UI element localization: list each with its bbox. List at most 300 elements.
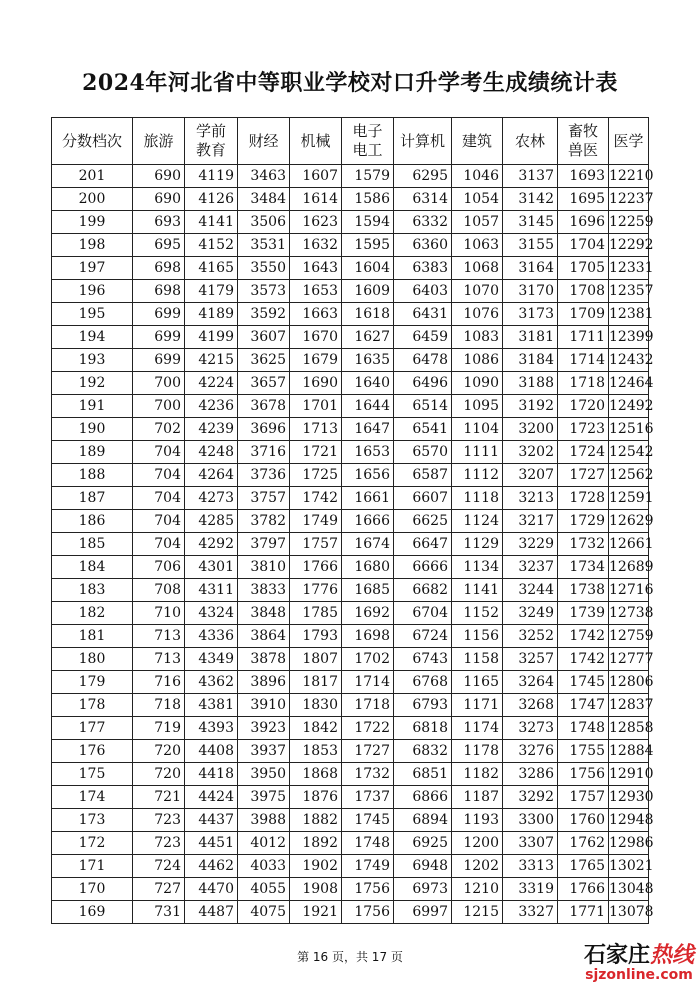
count-cell: 1685 — [342, 579, 394, 602]
count-cell: 1742 — [558, 625, 609, 648]
page-title: 2024年河北省中等职业学校对口升学考生成绩统计表 — [82, 70, 618, 96]
count-cell: 4199 — [185, 326, 238, 349]
count-cell: 3213 — [503, 487, 558, 510]
count-cell: 723 — [133, 809, 185, 832]
score-cell: 185 — [52, 533, 133, 556]
table-body — [52, 165, 654, 924]
table-row — [52, 280, 649, 303]
count-cell: 1762 — [558, 832, 609, 855]
count-cell: 4264 — [185, 464, 238, 487]
table-row — [52, 671, 649, 694]
count-cell: 1721 — [290, 441, 342, 464]
count-cell: 3810 — [238, 556, 290, 579]
count-cell: 1202 — [452, 855, 503, 878]
count-cell: 6925 — [394, 832, 452, 855]
count-cell: 1739 — [558, 602, 609, 625]
count-cell: 1868 — [290, 763, 342, 786]
count-cell: 1095 — [452, 395, 503, 418]
count-cell: 4393 — [185, 717, 238, 740]
score-cell: 201 — [52, 165, 133, 188]
count-cell: 1766 — [558, 878, 609, 901]
count-cell: 1830 — [290, 694, 342, 717]
table-row — [52, 809, 649, 832]
count-cell: 1215 — [452, 901, 503, 924]
count-cell: 3319 — [503, 878, 558, 901]
count-cell: 1771 — [558, 901, 609, 924]
count-cell: 13048 — [609, 878, 649, 901]
count-cell: 1656 — [342, 464, 394, 487]
count-cell: 1187 — [452, 786, 503, 809]
count-cell: 1623 — [290, 211, 342, 234]
count-cell: 1178 — [452, 740, 503, 763]
table-row — [52, 464, 649, 487]
count-cell: 12259 — [609, 211, 649, 234]
logo-url: sjzonline.com — [585, 967, 693, 983]
count-cell: 1090 — [452, 372, 503, 395]
count-cell: 1720 — [558, 395, 609, 418]
count-cell: 12399 — [609, 326, 649, 349]
count-cell: 1653 — [342, 441, 394, 464]
count-cell: 1723 — [558, 418, 609, 441]
count-cell: 690 — [133, 165, 185, 188]
count-cell: 1046 — [452, 165, 503, 188]
count-cell: 1653 — [290, 280, 342, 303]
count-cell: 3145 — [503, 211, 558, 234]
count-cell: 12516 — [609, 418, 649, 441]
count-cell: 1156 — [452, 625, 503, 648]
count-cell: 3170 — [503, 280, 558, 303]
table-row — [52, 533, 649, 556]
table-row — [52, 303, 649, 326]
score-table — [51, 117, 654, 924]
count-cell: 3142 — [503, 188, 558, 211]
count-cell: 3910 — [238, 694, 290, 717]
count-cell: 6570 — [394, 441, 452, 464]
count-cell: 3531 — [238, 234, 290, 257]
count-cell: 1193 — [452, 809, 503, 832]
count-cell: 3736 — [238, 464, 290, 487]
count-cell: 713 — [133, 625, 185, 648]
count-cell: 13021 — [609, 855, 649, 878]
count-cell: 1729 — [558, 510, 609, 533]
score-cell: 169 — [52, 901, 133, 924]
count-cell: 3181 — [503, 326, 558, 349]
count-cell: 12910 — [609, 763, 649, 786]
count-cell: 3137 — [503, 165, 558, 188]
count-cell: 6541 — [394, 418, 452, 441]
count-cell: 4408 — [185, 740, 238, 763]
score-cell: 172 — [52, 832, 133, 855]
table-row — [52, 418, 649, 441]
count-cell: 3237 — [503, 556, 558, 579]
count-cell: 12716 — [609, 579, 649, 602]
count-cell: 3592 — [238, 303, 290, 326]
count-cell: 4012 — [238, 832, 290, 855]
count-cell: 699 — [133, 303, 185, 326]
count-cell: 1152 — [452, 602, 503, 625]
count-cell: 12806 — [609, 671, 649, 694]
count-cell: 1083 — [452, 326, 503, 349]
count-cell: 1070 — [452, 280, 503, 303]
table-row — [52, 717, 649, 740]
count-cell: 1718 — [342, 694, 394, 717]
score-cell: 180 — [52, 648, 133, 671]
count-cell: 1068 — [452, 257, 503, 280]
count-cell: 1725 — [290, 464, 342, 487]
count-cell: 710 — [133, 602, 185, 625]
count-cell: 12777 — [609, 648, 649, 671]
count-cell: 1745 — [342, 809, 394, 832]
count-cell: 4349 — [185, 648, 238, 671]
count-cell: 1134 — [452, 556, 503, 579]
count-cell: 1614 — [290, 188, 342, 211]
count-cell: 1727 — [342, 740, 394, 763]
count-cell: 12930 — [609, 786, 649, 809]
count-cell: 3923 — [238, 717, 290, 740]
table-row — [52, 234, 649, 257]
table-row — [52, 901, 649, 924]
count-cell: 4451 — [185, 832, 238, 855]
count-cell: 3217 — [503, 510, 558, 533]
count-cell: 1842 — [290, 717, 342, 740]
count-cell: 1129 — [452, 533, 503, 556]
count-cell: 6666 — [394, 556, 452, 579]
count-cell: 693 — [133, 211, 185, 234]
count-cell: 1698 — [342, 625, 394, 648]
count-cell: 4239 — [185, 418, 238, 441]
count-cell: 1118 — [452, 487, 503, 510]
count-cell: 6514 — [394, 395, 452, 418]
count-cell: 4381 — [185, 694, 238, 717]
count-cell: 1604 — [342, 257, 394, 280]
count-cell: 1663 — [290, 303, 342, 326]
count-cell: 1695 — [558, 188, 609, 211]
score-cell: 198 — [52, 234, 133, 257]
table-row — [52, 648, 649, 671]
count-cell: 3833 — [238, 579, 290, 602]
count-cell: 3276 — [503, 740, 558, 763]
count-cell: 713 — [133, 648, 185, 671]
table-row — [52, 694, 649, 717]
count-cell: 12542 — [609, 441, 649, 464]
count-cell: 12210 — [609, 165, 649, 188]
count-cell: 12738 — [609, 602, 649, 625]
count-cell: 704 — [133, 533, 185, 556]
table-row — [52, 326, 649, 349]
count-cell: 6607 — [394, 487, 452, 510]
table-row — [52, 786, 649, 809]
count-cell: 6851 — [394, 763, 452, 786]
count-cell: 12381 — [609, 303, 649, 326]
count-cell: 1853 — [290, 740, 342, 763]
count-cell: 1670 — [290, 326, 342, 349]
count-cell: 1618 — [342, 303, 394, 326]
count-cell: 1742 — [558, 648, 609, 671]
count-cell: 3327 — [503, 901, 558, 924]
count-cell: 3975 — [238, 786, 290, 809]
count-cell: 1086 — [452, 349, 503, 372]
count-cell: 704 — [133, 441, 185, 464]
count-cell: 3164 — [503, 257, 558, 280]
count-cell: 12948 — [609, 809, 649, 832]
count-cell: 698 — [133, 257, 185, 280]
count-cell: 3988 — [238, 809, 290, 832]
count-cell: 1745 — [558, 671, 609, 694]
count-cell: 1708 — [558, 280, 609, 303]
column-header: 电子 电工 — [342, 118, 394, 165]
count-cell: 4470 — [185, 878, 238, 901]
count-cell: 1757 — [290, 533, 342, 556]
count-cell: 1817 — [290, 671, 342, 694]
count-cell: 1713 — [290, 418, 342, 441]
count-cell: 3506 — [238, 211, 290, 234]
count-cell: 1785 — [290, 602, 342, 625]
count-cell: 12464 — [609, 372, 649, 395]
count-cell: 6793 — [394, 694, 452, 717]
column-header: 建筑 — [452, 118, 503, 165]
count-cell: 6625 — [394, 510, 452, 533]
count-cell: 727 — [133, 878, 185, 901]
count-cell: 1902 — [290, 855, 342, 878]
count-cell: 1756 — [342, 878, 394, 901]
table-row — [52, 832, 649, 855]
count-cell: 4119 — [185, 165, 238, 188]
count-cell: 1693 — [558, 165, 609, 188]
table-row — [52, 855, 649, 878]
count-cell: 1709 — [558, 303, 609, 326]
count-cell: 6743 — [394, 648, 452, 671]
count-cell: 704 — [133, 487, 185, 510]
count-cell: 6997 — [394, 901, 452, 924]
count-cell: 3173 — [503, 303, 558, 326]
count-cell: 4418 — [185, 763, 238, 786]
count-cell: 12858 — [609, 717, 649, 740]
table-row — [52, 602, 649, 625]
count-cell: 3607 — [238, 326, 290, 349]
count-cell: 6768 — [394, 671, 452, 694]
table-row — [52, 579, 649, 602]
count-cell: 1674 — [342, 533, 394, 556]
count-cell: 704 — [133, 464, 185, 487]
score-cell: 170 — [52, 878, 133, 901]
table-row — [52, 211, 649, 234]
score-cell: 183 — [52, 579, 133, 602]
count-cell: 12759 — [609, 625, 649, 648]
score-cell: 173 — [52, 809, 133, 832]
score-cell: 182 — [52, 602, 133, 625]
count-cell: 3678 — [238, 395, 290, 418]
score-cell: 179 — [52, 671, 133, 694]
count-cell: 3307 — [503, 832, 558, 855]
count-cell: 3484 — [238, 188, 290, 211]
count-cell: 1704 — [558, 234, 609, 257]
count-cell: 1892 — [290, 832, 342, 855]
count-cell: 1742 — [290, 487, 342, 510]
count-cell: 716 — [133, 671, 185, 694]
score-cell: 175 — [52, 763, 133, 786]
count-cell: 1679 — [290, 349, 342, 372]
count-cell: 1666 — [342, 510, 394, 533]
score-cell: 177 — [52, 717, 133, 740]
count-cell: 1586 — [342, 188, 394, 211]
count-cell: 4324 — [185, 602, 238, 625]
count-cell: 1644 — [342, 395, 394, 418]
count-cell: 3264 — [503, 671, 558, 694]
count-cell: 12432 — [609, 349, 649, 372]
count-cell: 3192 — [503, 395, 558, 418]
count-cell: 4033 — [238, 855, 290, 878]
score-cell: 174 — [52, 786, 133, 809]
count-cell: 6496 — [394, 372, 452, 395]
count-cell: 1210 — [452, 878, 503, 901]
column-header: 分数档次 — [52, 118, 133, 165]
count-cell: 1755 — [558, 740, 609, 763]
count-cell: 4189 — [185, 303, 238, 326]
score-cell: 184 — [52, 556, 133, 579]
score-cell: 196 — [52, 280, 133, 303]
table-row — [52, 372, 649, 395]
count-cell: 12837 — [609, 694, 649, 717]
count-cell: 1680 — [342, 556, 394, 579]
score-cell: 187 — [52, 487, 133, 510]
count-cell: 4126 — [185, 188, 238, 211]
count-cell: 1627 — [342, 326, 394, 349]
count-cell: 4273 — [185, 487, 238, 510]
score-cell: 176 — [52, 740, 133, 763]
count-cell: 3184 — [503, 349, 558, 372]
count-cell: 3550 — [238, 257, 290, 280]
count-cell: 1756 — [558, 763, 609, 786]
count-cell: 1141 — [452, 579, 503, 602]
count-cell: 700 — [133, 372, 185, 395]
count-cell: 4224 — [185, 372, 238, 395]
count-cell: 12292 — [609, 234, 649, 257]
count-cell: 12689 — [609, 556, 649, 579]
count-cell: 3155 — [503, 234, 558, 257]
count-cell: 3268 — [503, 694, 558, 717]
count-cell: 4215 — [185, 349, 238, 372]
count-cell: 4248 — [185, 441, 238, 464]
count-cell: 3797 — [238, 533, 290, 556]
table-row — [52, 763, 649, 786]
count-cell: 4462 — [185, 855, 238, 878]
count-cell: 724 — [133, 855, 185, 878]
count-cell: 1696 — [558, 211, 609, 234]
count-cell: 1171 — [452, 694, 503, 717]
table-row — [52, 556, 649, 579]
table-header-row — [52, 118, 649, 165]
count-cell: 4437 — [185, 809, 238, 832]
column-header: 财经 — [238, 118, 290, 165]
count-cell: 6832 — [394, 740, 452, 763]
count-cell: 3286 — [503, 763, 558, 786]
count-cell: 3896 — [238, 671, 290, 694]
count-cell: 12591 — [609, 487, 649, 510]
count-cell: 718 — [133, 694, 185, 717]
count-cell: 1722 — [342, 717, 394, 740]
count-cell: 1112 — [452, 464, 503, 487]
count-cell: 3696 — [238, 418, 290, 441]
table-row — [52, 625, 649, 648]
count-cell: 1718 — [558, 372, 609, 395]
count-cell: 1727 — [558, 464, 609, 487]
count-cell: 1732 — [558, 533, 609, 556]
table-row — [52, 257, 649, 280]
count-cell: 1807 — [290, 648, 342, 671]
count-cell: 6332 — [394, 211, 452, 234]
logo-name-part2: 热线 — [649, 943, 694, 968]
count-cell: 1882 — [290, 809, 342, 832]
count-cell: 1182 — [452, 763, 503, 786]
count-cell: 4055 — [238, 878, 290, 901]
count-cell: 1174 — [452, 717, 503, 740]
count-cell: 1728 — [558, 487, 609, 510]
count-cell: 706 — [133, 556, 185, 579]
count-cell: 1732 — [342, 763, 394, 786]
count-cell: 695 — [133, 234, 185, 257]
count-cell: 1876 — [290, 786, 342, 809]
count-cell: 1765 — [558, 855, 609, 878]
count-cell: 1921 — [290, 901, 342, 924]
score-cell: 193 — [52, 349, 133, 372]
count-cell: 1705 — [558, 257, 609, 280]
table-row — [52, 487, 649, 510]
count-cell: 720 — [133, 763, 185, 786]
count-cell: 1748 — [558, 717, 609, 740]
count-cell: 3188 — [503, 372, 558, 395]
table-row — [52, 349, 649, 372]
count-cell: 1661 — [342, 487, 394, 510]
count-cell: 1714 — [342, 671, 394, 694]
count-cell: 3292 — [503, 786, 558, 809]
count-cell: 1594 — [342, 211, 394, 234]
count-cell: 1711 — [558, 326, 609, 349]
count-cell: 1595 — [342, 234, 394, 257]
count-cell: 6866 — [394, 786, 452, 809]
count-cell: 1734 — [558, 556, 609, 579]
table-row — [52, 395, 649, 418]
score-cell: 195 — [52, 303, 133, 326]
count-cell: 1579 — [342, 165, 394, 188]
count-cell: 6459 — [394, 326, 452, 349]
column-header: 畜牧 兽医 — [558, 118, 609, 165]
count-cell: 702 — [133, 418, 185, 441]
count-cell: 3625 — [238, 349, 290, 372]
count-cell: 1724 — [558, 441, 609, 464]
logo-name-part1: 石家庄 — [583, 943, 650, 968]
count-cell: 6295 — [394, 165, 452, 188]
count-cell: 1063 — [452, 234, 503, 257]
count-cell: 3273 — [503, 717, 558, 740]
score-cell: 197 — [52, 257, 133, 280]
count-cell: 1647 — [342, 418, 394, 441]
count-cell: 4336 — [185, 625, 238, 648]
count-cell: 12661 — [609, 533, 649, 556]
score-cell: 190 — [52, 418, 133, 441]
table-row — [52, 878, 649, 901]
count-cell: 1760 — [558, 809, 609, 832]
count-cell: 12562 — [609, 464, 649, 487]
count-cell: 1756 — [342, 901, 394, 924]
table-row — [52, 510, 649, 533]
count-cell: 720 — [133, 740, 185, 763]
count-cell: 1076 — [452, 303, 503, 326]
count-cell: 6894 — [394, 809, 452, 832]
count-cell: 3657 — [238, 372, 290, 395]
count-cell: 6973 — [394, 878, 452, 901]
count-cell: 6587 — [394, 464, 452, 487]
count-cell: 719 — [133, 717, 185, 740]
